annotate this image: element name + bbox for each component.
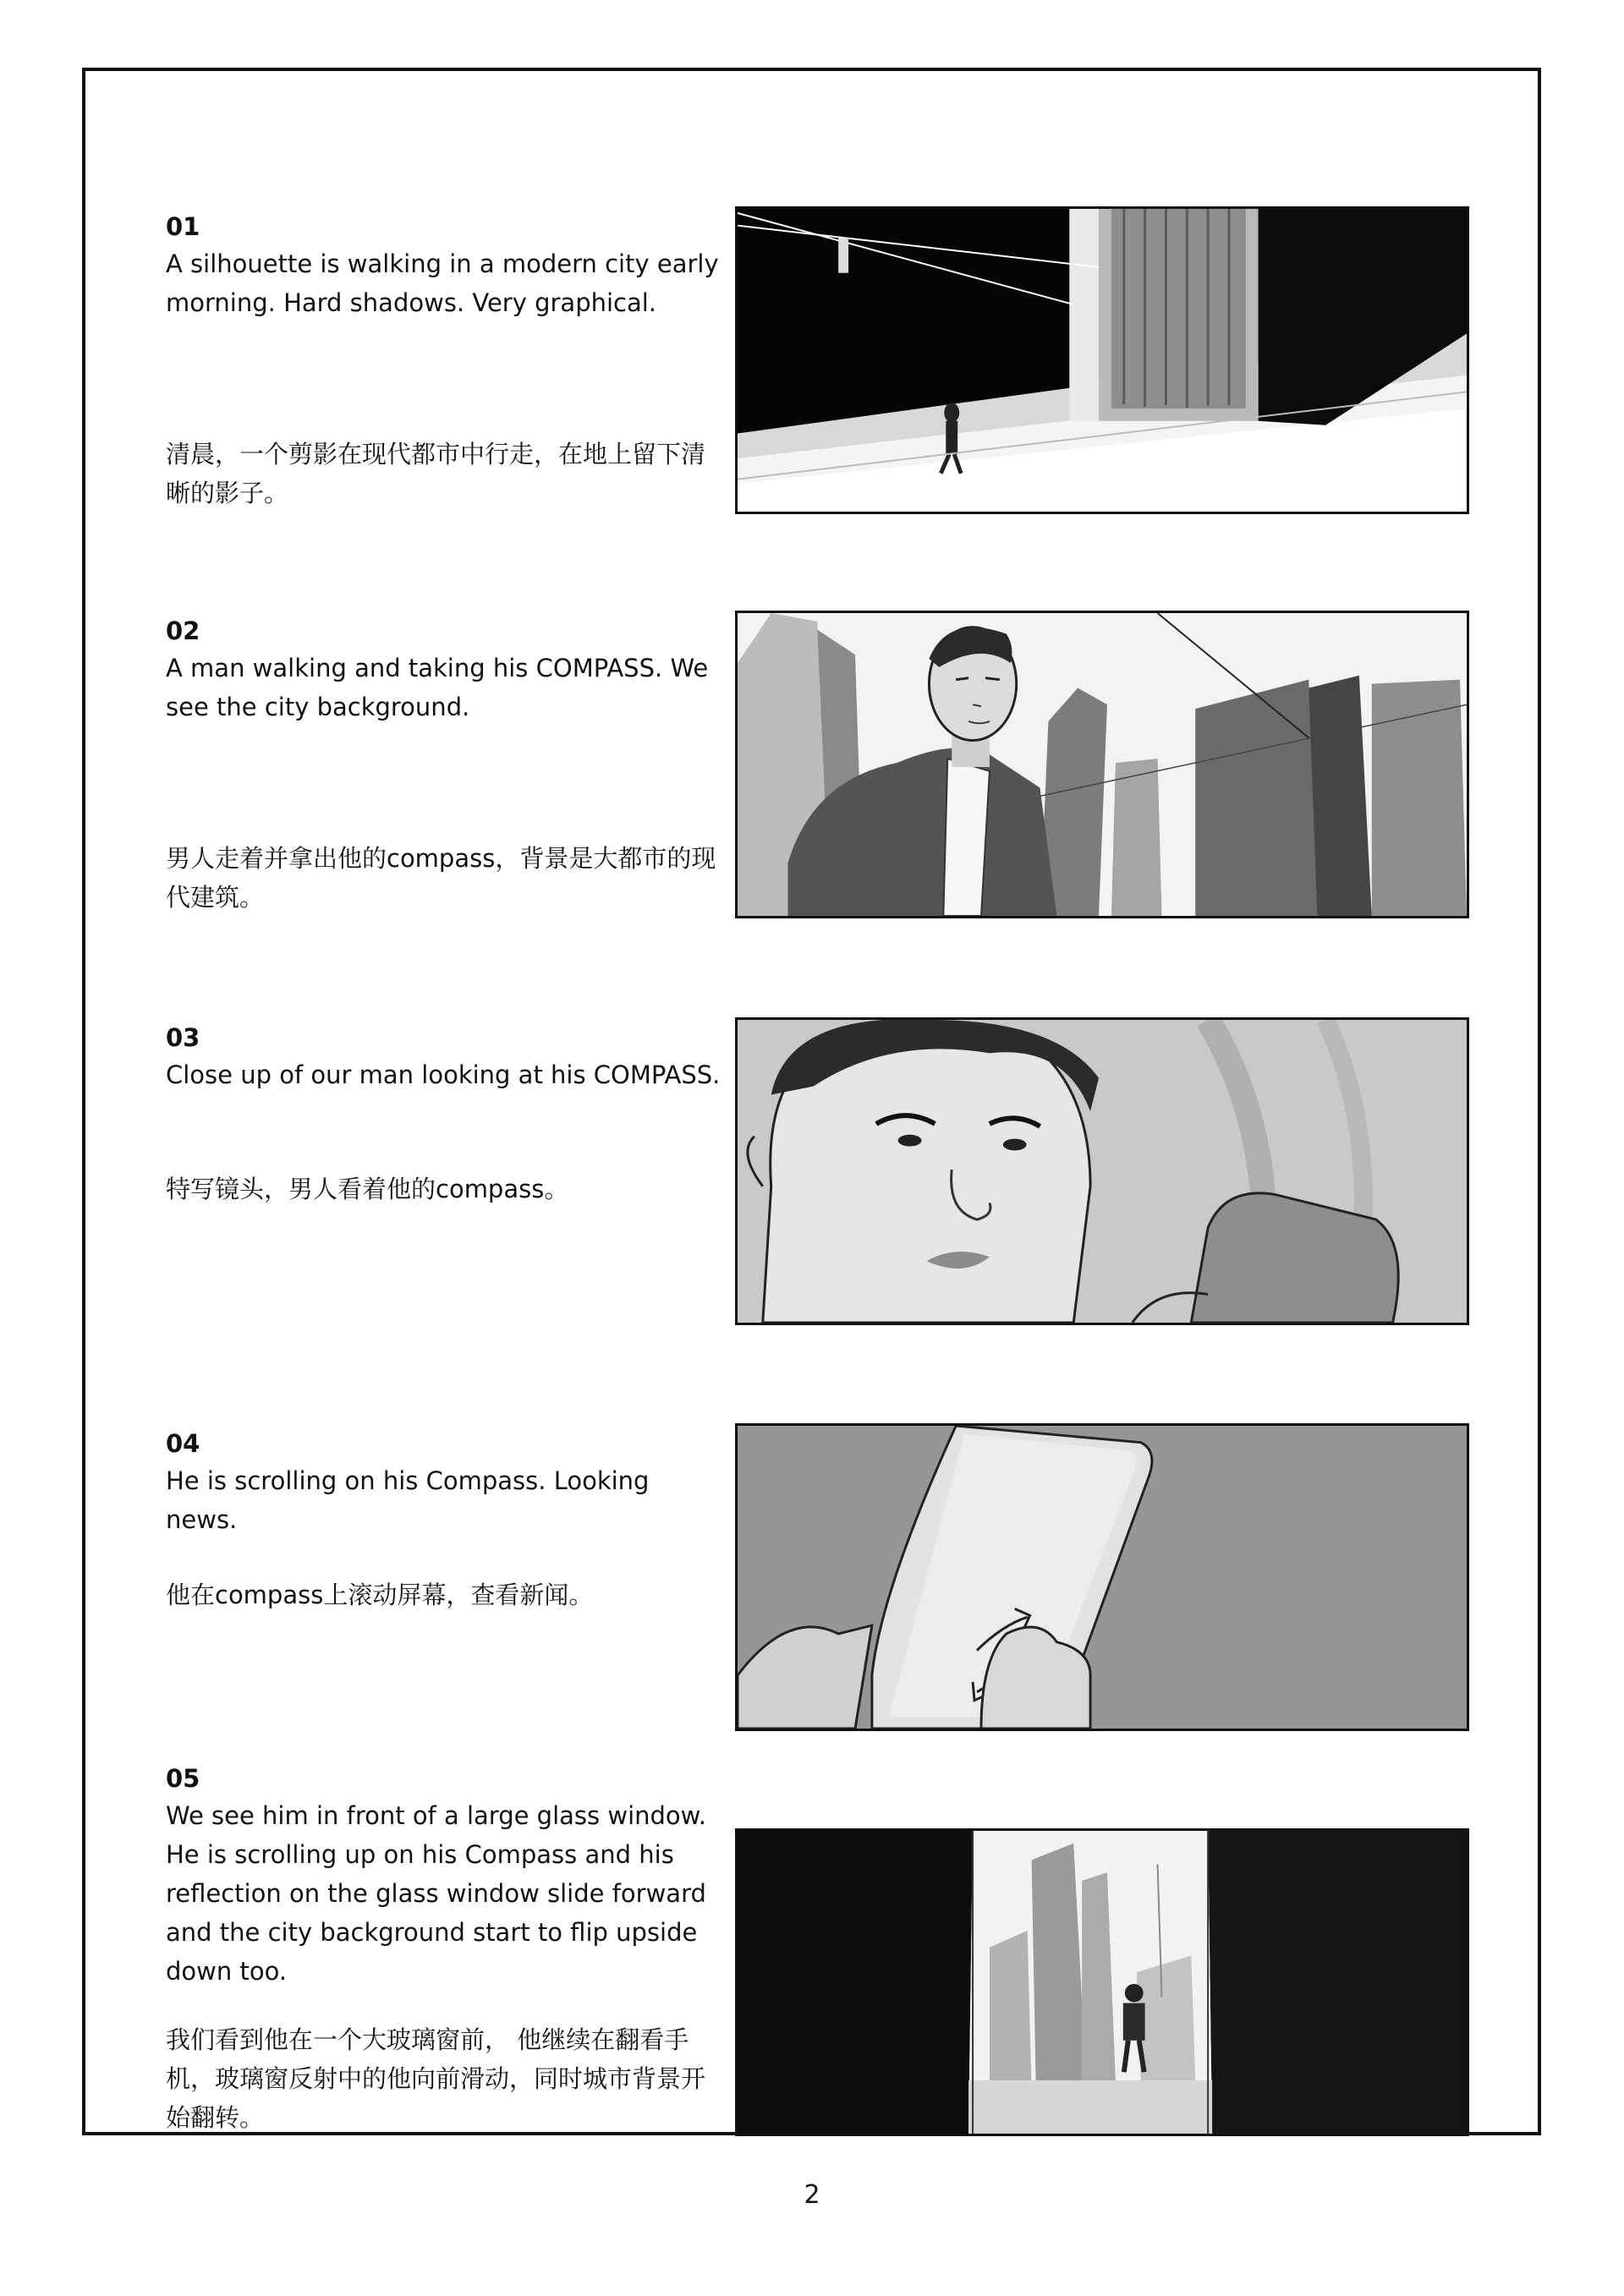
scene-number: 02 [166, 616, 200, 645]
scene-description-zh: 清晨，一个剪影在现代都市中行走，在地上留下清晰的影子。 [166, 440, 706, 507]
scene-number: 01 [166, 212, 200, 241]
scene-description-zh: 男人走着并拿出他的compass，背景是大都市的现代建筑。 [166, 844, 716, 912]
scene-description-zh: 他在compass上滚动屏幕，查看新闻。 [166, 1581, 594, 1609]
storyboard-panel-03 [735, 1017, 1469, 1325]
scene-description-en: He is scrolling on his Compass. Looking news. [166, 1466, 650, 1534]
scene-description-en: A silhouette is walking in a modern city early morning. Hard shadows. Very graphical. [166, 249, 719, 317]
storyboard-panel-02 [735, 611, 1469, 918]
storyboard-panel-01 [735, 206, 1469, 514]
scene-number: 03 [166, 1023, 200, 1052]
scene-description-zh: 特写镜头，男人看着他的compass。 [166, 1175, 569, 1203]
panel-03-sketch [738, 1020, 1467, 1323]
panel-05-sketch [738, 1831, 1467, 2134]
panel-02-sketch [738, 613, 1467, 916]
scene-number: 05 [166, 1764, 200, 1793]
storyboard-frame [82, 68, 1541, 2135]
scene-description-en: A man walking and taking his COMPASS. We see the city background. [166, 654, 709, 721]
storyboard-panel-05 [735, 1828, 1469, 2136]
panel-04-sketch [738, 1426, 1467, 1729]
page-number: 2 [804, 2180, 820, 2210]
scene-description-en: Close up of our man looking at his COMPASS. [166, 1060, 721, 1089]
scene-description-zh: 我们看到他在一个大玻璃窗前， 他继续在翻看手机，玻璃窗反射中的他向前滑动，同时城市背景开始翻转。 [166, 2025, 706, 2132]
scene-description-en: We see him in front of a large glass window. He is scrolling up on his Compass and his reflection on the glass window slide forward and the city background start to flip upside down too. [166, 1801, 706, 1986]
storyboard-panel-04 [735, 1423, 1469, 1731]
panel-01-sketch [738, 209, 1467, 512]
scene-number: 04 [166, 1429, 200, 1458]
